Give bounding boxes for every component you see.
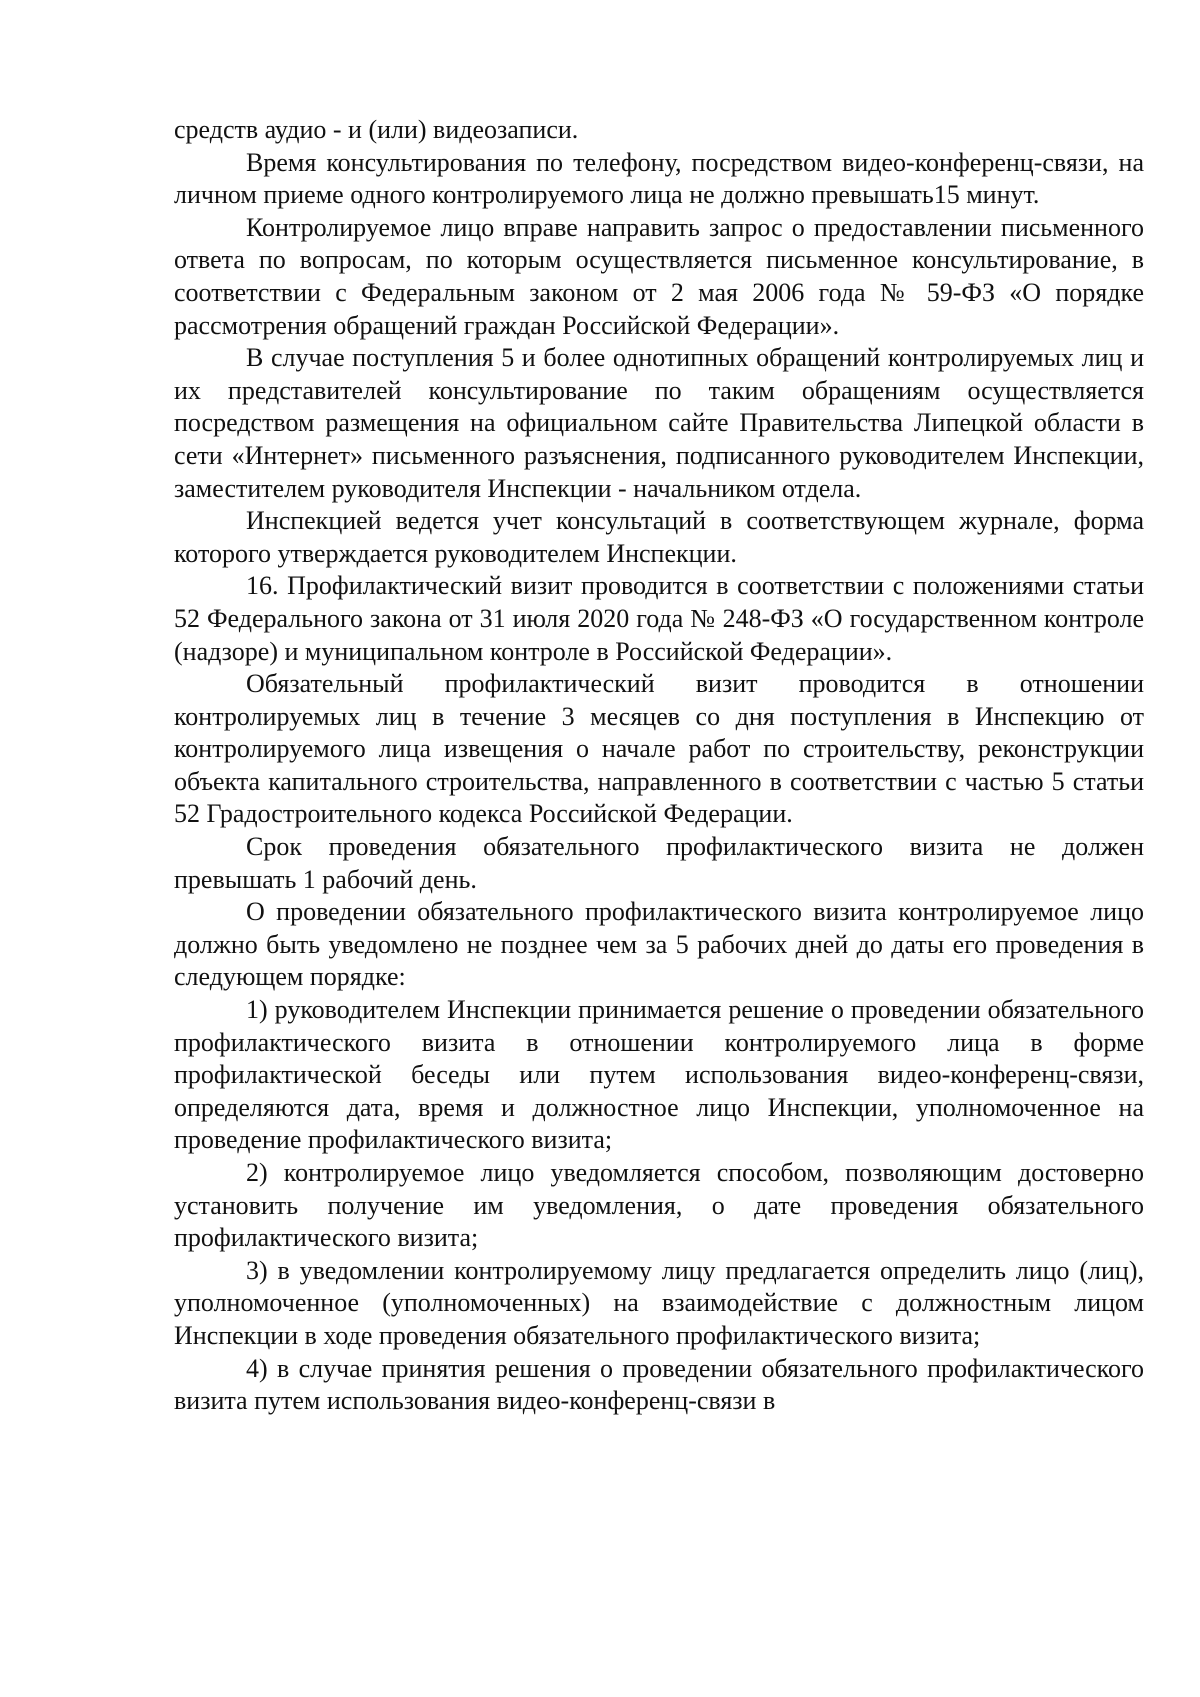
document-page (174, 114, 1144, 1418)
paragraph-written-request: Контролируемое лицо вправе направить запрос о предоставлении письменного ответа по вопросам, по которым осуществляется письменное консультирование, в соответствии с Федеральным законом от 2 мая 2006 года № 59-ФЗ «О порядке рассмотрения обращений граждан Российской Федерации». (174, 212, 1144, 340)
list-item-1: 1) руководителем Инспекции принимается решение о проведении обязательного профилактического визита в отношении контролируемого лица в форме профилактической беседы или путем использования видео-конференц-связи, определяются дата, время и должностное лицо Инспекции, уполномоченное на проведение профилактического визита; (174, 995, 1144, 1155)
paragraph-similar-appeals: В случае поступления 5 и более однотипных обращений контролируемых лиц и их представителей консультирование по таким обращениям осуществляется посредством размещения на официальном сайте Правительства Липецкой области в сети «Интернет» письменного разъяснения, подписанного руководителем Инспекции, заместителем руководителя Инспекции - начальником отдела. (174, 343, 1144, 503)
paragraph-item-16: 16. Профилактический визит проводится в соответствии с положениями статьи 52 Федерального закона от 31 июля 2020 года № 248-ФЗ «О государственном контроле (надзоре) и муниципальном контроле в Российской Федерации». (174, 571, 1144, 666)
paragraph-continuation: средств аудио - и (или) видеозаписи. (174, 115, 579, 144)
paragraph-consultation-log: Инспекцией ведется учет консультаций в соответствующем журнале, форма которого утверждается руководителем Инспекции. (174, 506, 1144, 568)
paragraph-notification-order: О проведении обязательного профилактического визита контролируемое лицо должно быть уведомлено не позднее чем за 5 рабочих дней до даты его проведения в следующем порядке: (174, 897, 1144, 992)
paragraph-consultation-time: Время консультирования по телефону, посредством видео-конференц-связи, на личном приеме одного контролируемого лица не должно превышать15 минут. (174, 147, 1144, 210)
paragraph-visit-duration: Срок проведения обязательного профилактического визита не должен превышать 1 рабочий день. (174, 832, 1144, 894)
list-item-3: 3) в уведомлении контролируемому лицу предлагается определить лицо (лиц), уполномоченное (уполномоченных) на взаимодействие с должностным лицом Инспекции в ходе проведения обязательного профилактического визита; (174, 1255, 1144, 1350)
paragraph-mandatory-visit: Обязательный профилактический визит проводится в отношении контролируемых лиц в течение 3 месяцев со дня поступления в Инспекцию от контролируемого лица извещения о начале работ по строительству, реконструкции объекта капитального строительства, направленного в соответствии с частью 5 статьи 52 Градостроительного кодекса Российской Федерации. (174, 669, 1144, 829)
list-item-2: 2) контролируемое лицо уведомляется способом, позволяющим достоверно установить получение им уведомления, о дате проведения обязательного профилактического визита; (174, 1158, 1144, 1253)
list-item-4: 4) в случае принятия решения о проведении обязательного профилактического визита путем использования видео-конференц-связи в (174, 1353, 1144, 1416)
